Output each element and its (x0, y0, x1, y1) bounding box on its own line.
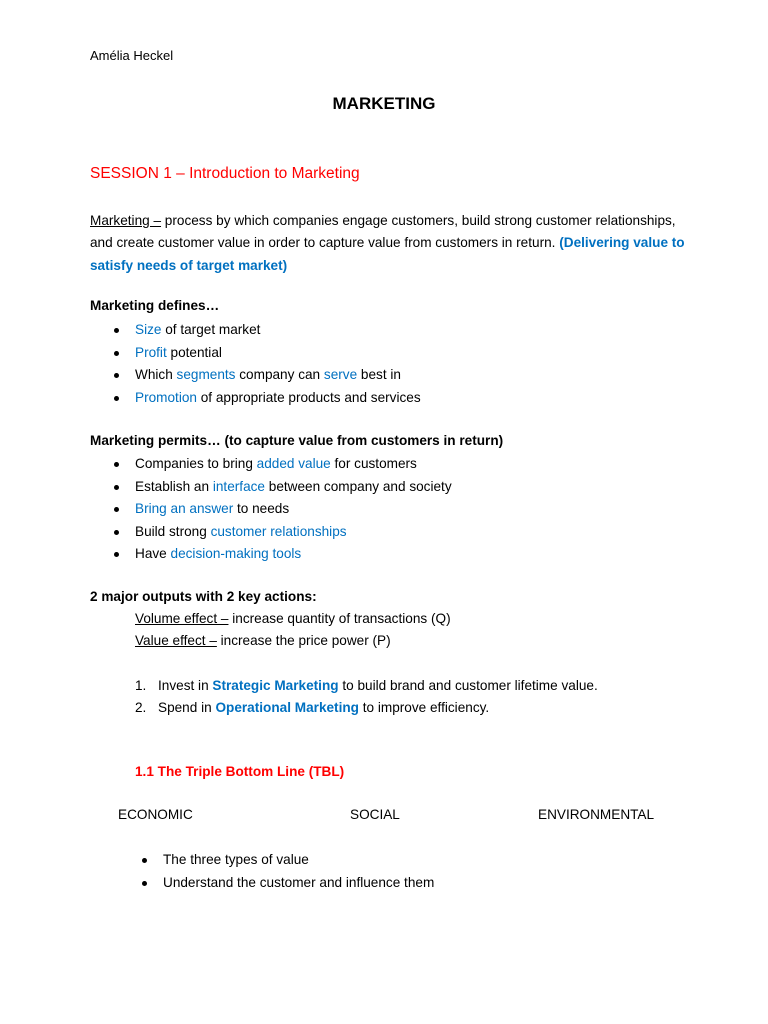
list-item: The three types of value (141, 849, 434, 872)
document-title: MARKETING (332, 94, 436, 113)
volume-effect: Volume effect – increase quantity of transactions (Q) (135, 611, 451, 626)
list-item: Have decision-making tools (113, 543, 452, 566)
permits-heading: Marketing permits… (to capture value from customers in return) (90, 433, 504, 448)
value-effect: Value effect – increase the price power (P) (135, 633, 391, 648)
actions-list (135, 675, 598, 718)
list-item: Establish an interface between company and society (113, 476, 452, 499)
defines-heading: Marketing defines… (90, 298, 220, 313)
session-heading: SESSION 1 – Introduction to Marketing (90, 165, 360, 182)
list-item: Promotion of appropriate products and services (113, 387, 421, 410)
list-item: Understand the customer and influence them (141, 872, 434, 895)
author-name: Amélia Heckel (90, 48, 174, 63)
permits-list (113, 453, 452, 566)
definition-text: process by which companies engage customers, build strong customer relationships, and create customer value in order to capture value from customers in return. (90, 213, 676, 251)
list-item: Which segments company can serve best in (113, 364, 421, 387)
tbl-economic: ECONOMIC (118, 807, 193, 822)
definition-highlight: (Delivering value to satisfy needs of target market) (90, 235, 685, 273)
tbl-environmental: ENVIRONMENTAL (538, 807, 655, 822)
list-item: Profit potential (113, 342, 421, 365)
tbl-heading: 1.1 The Triple Bottom Line (TBL) (135, 764, 345, 779)
tbl-social: SOCIAL (350, 807, 400, 822)
list-item: Build strong customer relationships (113, 521, 452, 544)
marketing-definition (90, 210, 690, 277)
list-item: Size of target market (113, 319, 421, 342)
list-item: 1. Invest in Strategic Marketing to build brand and customer lifetime value. (135, 678, 598, 693)
definition-term: Marketing – (90, 213, 162, 228)
list-item: 2. Spend in Operational Marketing to improve efficiency. (135, 699, 490, 715)
tbl-list (141, 849, 434, 894)
list-item: Bring an answer to needs (113, 498, 452, 521)
outputs-heading: 2 major outputs with 2 key actions: (90, 589, 317, 604)
defines-list (113, 319, 421, 409)
list-item: Companies to bring added value for customers (113, 453, 452, 476)
